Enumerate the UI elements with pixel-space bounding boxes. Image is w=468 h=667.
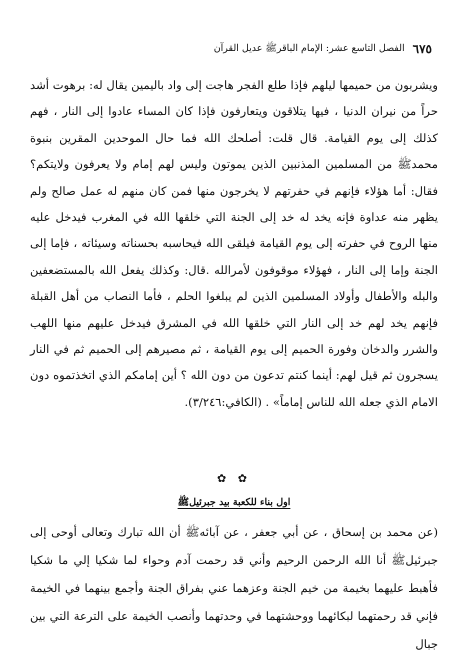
main-text-block: [30, 72, 438, 415]
chapter-title: الفصل التاسع عشر: الإمام الباقرﷺ عديل القرآن: [213, 43, 405, 54]
section-separator: [0, 472, 468, 485]
running-head: [36, 40, 432, 58]
source-reference: (الكافي:٣/٢٤٦).: [184, 394, 262, 409]
flower-ornament-icon: ✿: [237, 472, 251, 485]
section-paragraph: (عن محمد بن إسحاق ، عن أبي جعفر ، عن آبائهﷺ أن الله تبارك وتعالى أوحى إلى جبرئيلﷺ أنا الله الرحمن الرحيم وأني قد رحمت آدم وحواء لما شكيا إلي ما شكيا فأهبط عليهما بخيمة من خيم الجنة وعزهما عني بفراق الجنة وأجمع بينهما في الخيمة فإني قد رحمتهما لبكائهما ووحشتهما في وحدتهما وأنصب الخيمة على الترعة التي بين جبال: [30, 525, 438, 651]
section-text-block: [30, 518, 438, 658]
section-heading-text: اول بناء للكعبة بيد جبرئيلﷺ: [177, 497, 291, 508]
section-heading: [0, 496, 468, 510]
narration-paragraph: [30, 72, 438, 415]
flower-ornament-icon: ✿: [217, 472, 231, 485]
narration-text: ويشربون من حميمها ليلهم فإذا طلع الفجر هاجت إلى واد باليمين يقال له: برهوت أشد حراً من نيران الدنيا ، فيها يتلاقون ويتعارفون فإذا كان المساء عادوا إلى النار ، فهم كذلك إلى يوم القيامة. قال قلت: أصلحك الله فما حال الموحدين المقرين بنبوة محمدﷺ من المسلمين المذنبين الذين يموتون وليس لهم إمام ولا يعرفون ولايتكم؟ فقال: أما هؤلاء فإنهم في حفرتهم لا يخرجون منها فمن كان منهم له عمل صالح ولم يظهر منه عداوة فإنه يخد له خد إلى الجنة التي خلقها الله في المغرب فيدخل عليه منها الروح في حفرته إلى يوم القيامة فيلقى الله فيحاسبه بحسناته وسيئاته ، فإما إلى الجنة وإما إلى النار ، فهؤلاء موقوفون لأمرالله .قال: وكذلك يفعل الله بالمستضعفين والبله والأطفال وأولاد المسلمين الذين لم يبلغوا الحلم ، فأما النصاب من أهل القبلة فإنهم يخد لهم خد إلى النار التي خلقها الله في المشرق فيدخل عليهم منها اللهب والشرر والدخان وفورة الحميم إلى يوم القيامة ، ثم مصيرهم إلى الحميم ثم في النار يسجرون ثم قيل لهم: أينما كنتم تدعون من دون الله ؟ أين إمامكم الذي اتخذتموه دون الامام الذي جعله الله للناس إماماً» .: [30, 78, 438, 409]
page-number: ٦٧٥: [412, 42, 432, 56]
